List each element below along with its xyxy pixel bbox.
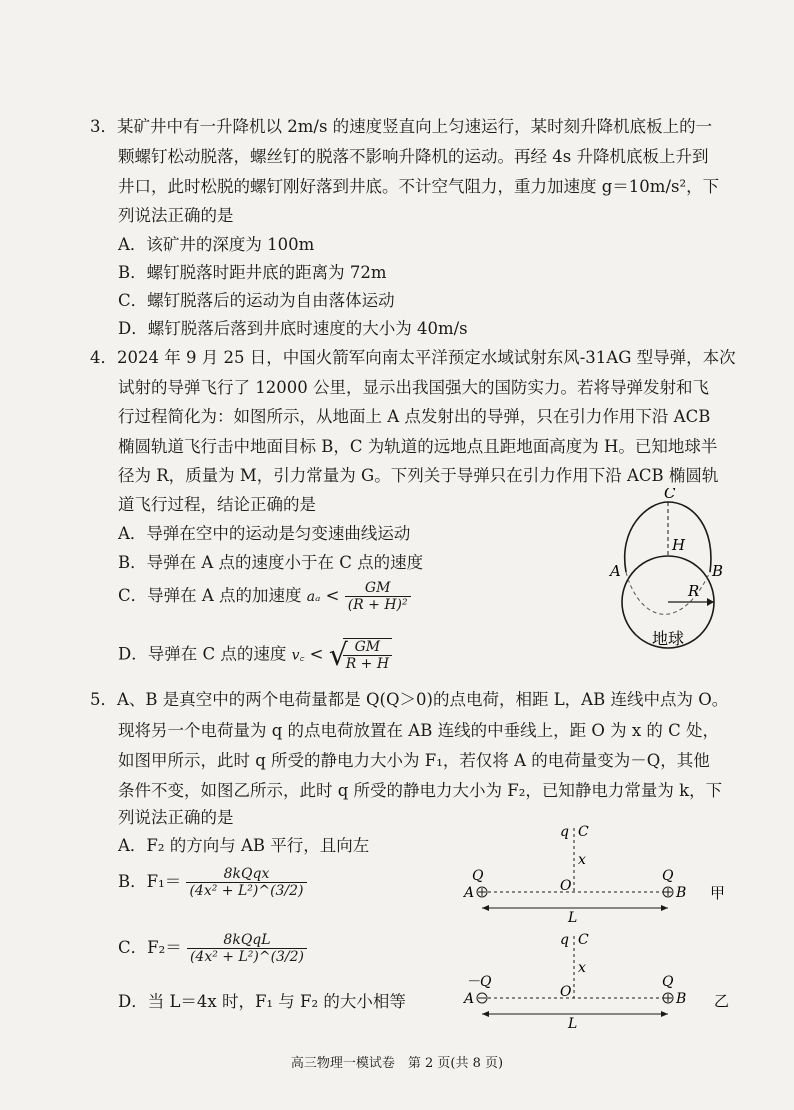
label-c: C [664, 488, 676, 502]
q5-line-3: 如图甲所示，此时 q 所受的静电力大小为 F₁，若仅将 A 的电荷量变为－Q，其他 [118, 751, 710, 770]
label-h: H [672, 536, 686, 554]
q3-line-1: 3．某矿井中有一升降机以 2m/s 的速度竖直向上匀速运行，某时刻升降机底板上的一 [90, 117, 713, 136]
sqrt-expression [329, 638, 392, 672]
arrowhead-right [661, 905, 668, 911]
q4-line-5: 径为 R，质量为 M，引力常量为 G。下列关于导弹只在引力作用下沿 ACB 椭圆轨 [118, 466, 719, 485]
q4-line-4: 椭圆轨道飞行击中地面目标 B，C 为轨道的远地点且距地面高度为 H。已知地球半 [118, 437, 718, 456]
frac-denominator: R + H [345, 656, 390, 672]
q5-option-c [118, 932, 307, 965]
q5-option-b-text: B．F₁＝ [118, 872, 182, 891]
q4-line-3: 行过程简化为：如图所示，从地面上 A 点发射出的导弹，只在引力作用下沿 ACB [118, 407, 711, 426]
label-o: O [560, 878, 572, 894]
q4-option-d-rel: < [309, 644, 324, 664]
radius-arrowhead [707, 598, 714, 606]
q5-option-c-fraction [187, 932, 307, 965]
q3-line-4: 列说法正确的是 [118, 206, 234, 225]
q4-line-2: 试射的导弹飞行了 12000 公里，显示出我国强大的国防实力。若将导弹发射和飞 [118, 378, 709, 397]
frac-numerator: GM [343, 639, 392, 656]
label-c: C [578, 932, 589, 948]
q3-line-3: 井口，此时松脱的螺钉刚好落到井底。不计空气阻力，重力加速度 g＝10m/s²，下 [118, 177, 720, 196]
q4-option-d-fraction [343, 638, 392, 672]
q5-option-b-fraction [186, 866, 306, 899]
q4-option-c [118, 580, 411, 613]
q4-line-6: 道飞行过程，结论正确的是 [118, 495, 316, 514]
frac-numerator: GM [345, 580, 411, 597]
label-a: A [464, 885, 475, 901]
q4-option-c-var: aₐ [306, 589, 321, 605]
earth-orbit-figure [608, 488, 738, 668]
q3-line-2: 颗螺钉松动脱落，螺丝钉的脱落不影响升降机的运动。再经 4s 升降机底板上升到 [118, 147, 709, 166]
page-footer: 高三物理一模试卷 第 2 页(共 8 页) [290, 1056, 504, 1071]
arrowhead-left [482, 1011, 489, 1017]
label-qb: Q [662, 868, 674, 884]
q4-option-a: A．导弹在空中的运动是匀变速曲线运动 [118, 524, 411, 543]
radical-sign: √ [328, 638, 348, 673]
arrowhead-right [661, 1011, 668, 1017]
label-a: A [610, 562, 621, 580]
q5-line-1: 5．A、B 是真空中的两个电荷量都是 Q(Q＞0)的点电荷，相距 L，AB 连线中点为 O。 [90, 690, 729, 709]
q4-line-1: 4．2024 年 9 月 25 日，中国火箭军向南太平洋预定水域试射东风-31AG 型导弹，本次 [90, 348, 736, 367]
label-qa: Q [472, 868, 484, 884]
label-earth: 地球 [652, 629, 685, 648]
label-l: L [568, 1016, 578, 1030]
label-q: q [560, 824, 569, 840]
q4-option-c-fraction [345, 580, 411, 613]
label-b: B [712, 562, 724, 580]
figure-jia [448, 822, 738, 922]
q3-option-b: B．螺钉脱落时距井底的距离为 72m [118, 263, 387, 282]
q5-option-a: A．F₂ 的方向与 AB 平行，且向左 [118, 836, 370, 855]
label-qb: Q [662, 974, 674, 990]
q4-option-c-rel: < [325, 586, 340, 605]
q4-option-c-text: C．导弹在 A 点的加速度 [118, 586, 302, 605]
label-qa: －Q [466, 974, 492, 990]
q3-option-c: C．螺钉脱落后的运动为自由落体运动 [118, 291, 395, 310]
frac-denominator: (4x² + L²)^(3/2) [189, 949, 305, 965]
label-c: C [578, 824, 589, 840]
figure-tag-yi: 乙 [714, 992, 730, 1010]
frac-denominator: (4x² + L²)^(3/2) [189, 883, 304, 899]
label-a: A [464, 991, 475, 1007]
frac-numerator: 8kQqx [186, 866, 306, 883]
figure-tag-jia: 甲 [710, 884, 726, 902]
q4-option-d-var: v꜀ [291, 647, 305, 664]
frac-numerator: 8kQqL [187, 932, 307, 949]
label-r: R [688, 582, 700, 600]
frac-denominator: (R + H)² [347, 597, 408, 613]
q5-line-2: 现将另一个电荷量为 q 的点电荷放置在 AB 连线的中垂线上，距 O 为 x 的 C 处， [118, 721, 720, 740]
q4-option-d [118, 638, 392, 672]
label-b: B [676, 885, 687, 901]
q3-option-d: D．螺钉脱落后落到井底时速度的大小为 40m/s [118, 319, 468, 338]
q4-option-d-text: D．导弹在 C 点的速度 [118, 644, 287, 664]
q5-option-b [118, 866, 307, 899]
label-b: B [676, 991, 687, 1007]
q5-line-4: 条件不变，如图乙所示，此时 q 所受的静电力大小为 F₂，已知静电力常量为 k，下 [118, 781, 723, 800]
label-l: L [568, 910, 578, 922]
q4-option-b: B．导弹在 A 点的速度小于在 C 点的速度 [118, 553, 424, 572]
label-x: x [578, 960, 586, 976]
figure-yi [448, 930, 738, 1030]
q5-option-d: D．当 L＝4x 时，F₁ 与 F₂ 的大小相等 [118, 992, 406, 1011]
label-q: q [560, 932, 569, 948]
arrowhead-left [482, 905, 489, 911]
q3-option-a: A．该矿井的深度为 100m [118, 235, 315, 254]
label-o: O [560, 984, 572, 1000]
q5-line-5: 列说法正确的是 [118, 808, 234, 827]
q5-option-c-text: C．F₂＝ [118, 938, 182, 957]
label-x: x [578, 852, 586, 868]
